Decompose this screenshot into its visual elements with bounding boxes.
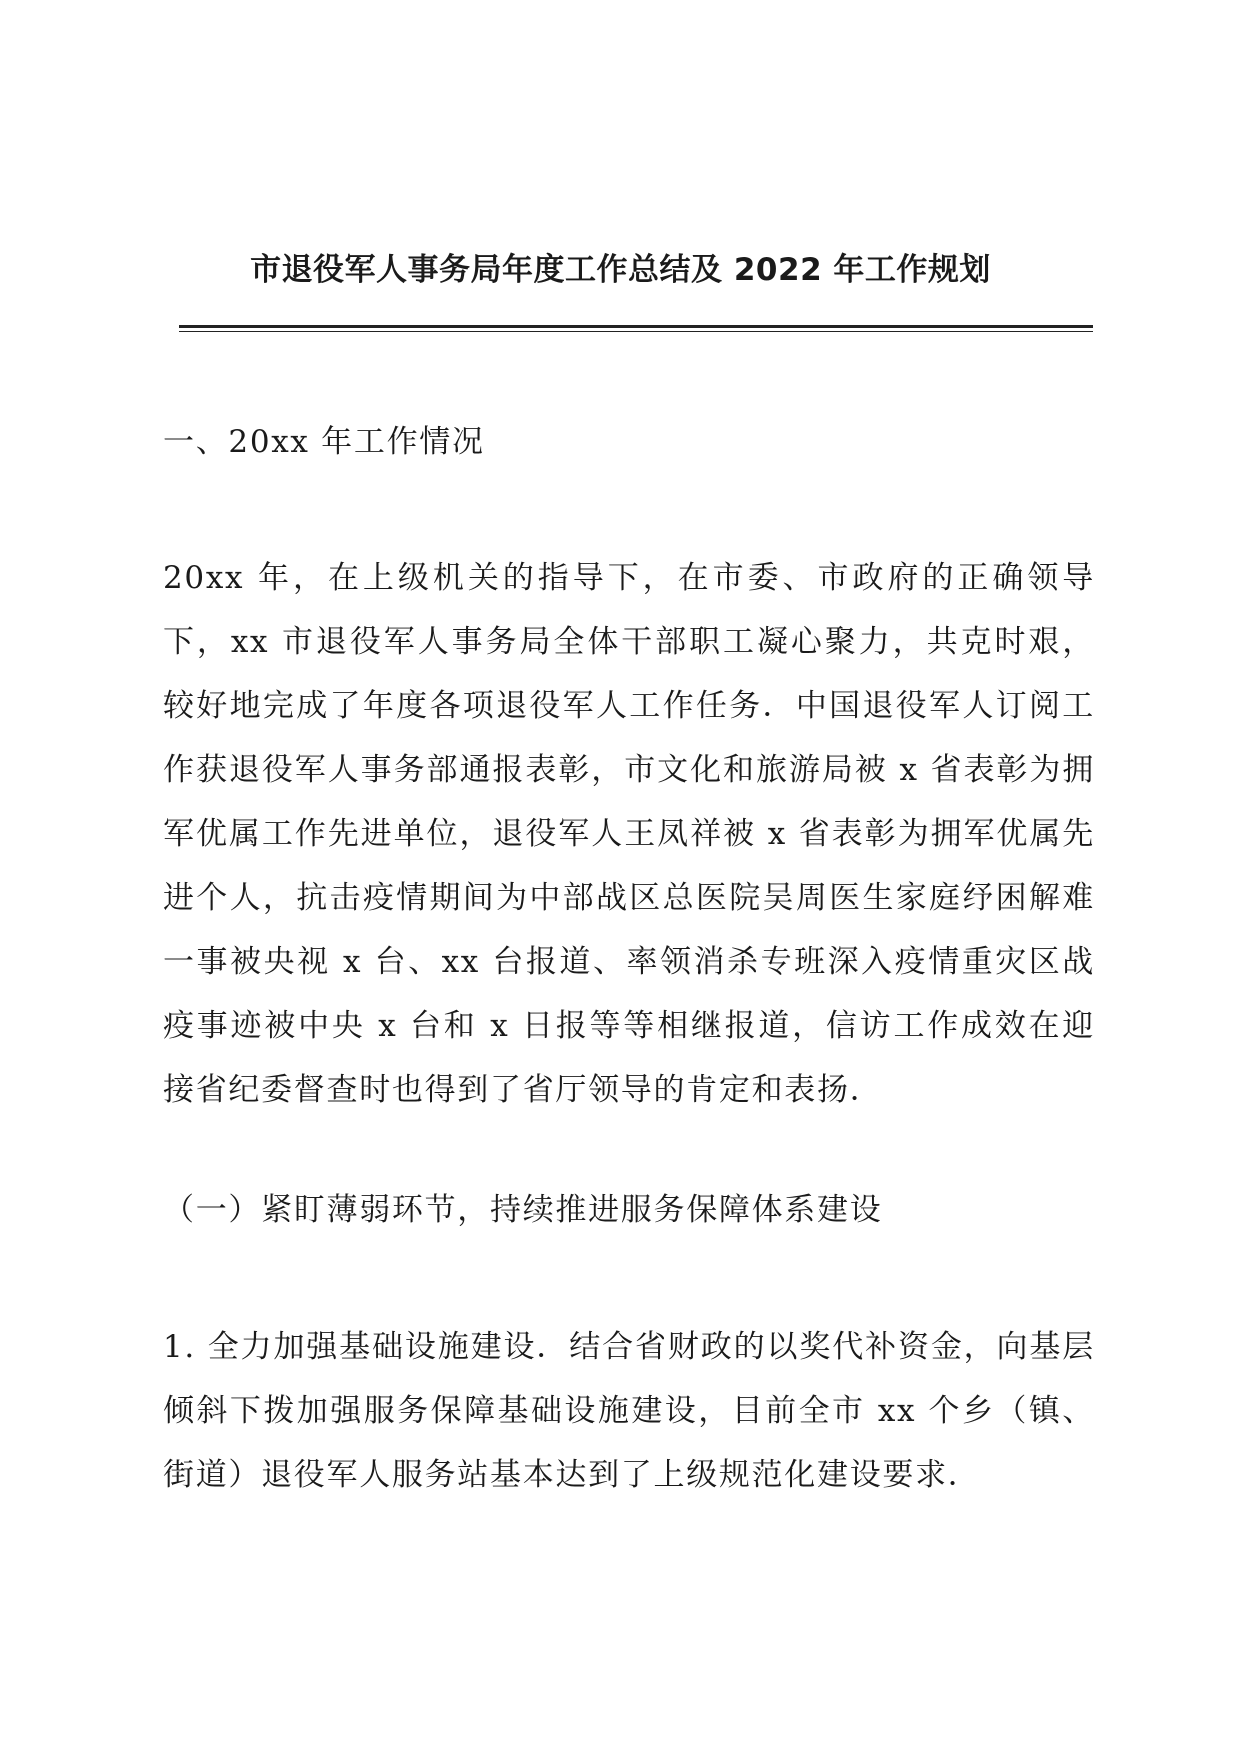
section-heading: 一、20xx 年工作情况 — [163, 424, 485, 460]
body-paragraph-2: 1. 全力加强基础设施建设．结合省财政的以奖代补资金，向基层倾斜下拨加强服务保障基础设施建设，目前全市 xx 个乡（镇、街道）退役军人服务站基本达到了上级规范化建设要求． — [163, 1329, 1095, 1493]
title-divider — [179, 325, 1093, 332]
document-title: 市退役军人事务局年度工作总结及 2022 年工作规划 — [250, 252, 991, 288]
subsection-heading: （一）紧盯薄弱环节，持续推进服务保障体系建设 — [163, 1192, 883, 1228]
body-paragraph-1: 20xx 年，在上级机关的指导下，在市委、市政府的正确领导下，xx 市退役军人事务局全体干部职工凝心聚力，共克时艰，较好地完成了年度各项退役军人工作任务．中国退役军人订阅工作获退役军人事务部通报表彰，市文化和旅游局被 x 省表彰为拥军优属工作先进单位，退役军人王凤祥被 x 省表彰为拥军优属先进个人，抗击疫情期间为中部战区总医院吴周医生家庭纾困解难一事被央视 x 台、xx 台报道、率领消杀专班深入疫情重灾区战疫事迹被中央 x 台和 x 日报等等相继报道，信访工作成效在迎接省纪委督查时也得到了省厅领导的肯定和表扬． — [163, 560, 1095, 1108]
